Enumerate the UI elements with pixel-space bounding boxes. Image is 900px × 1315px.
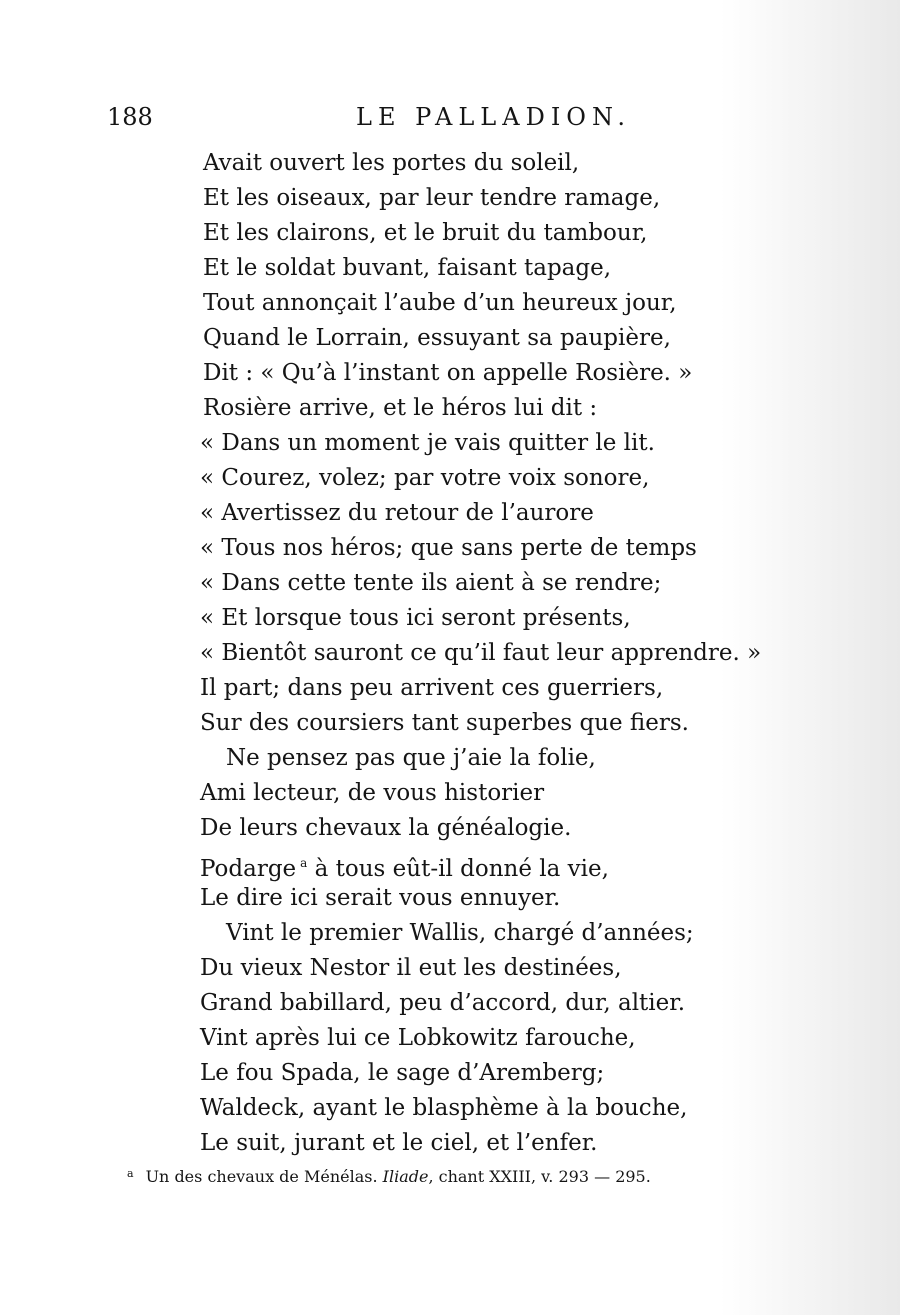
verse-line: « Dans un moment je vais quitter le lit. [200, 430, 655, 456]
verse-text: Podarge [200, 856, 297, 882]
verse-text: à tous eût-il donné la vie, [314, 856, 609, 882]
verse-line: Avait ouvert les portes du soleil, [203, 150, 580, 176]
verse-line: Vint le premier Wallis, chargé d’années; [226, 920, 694, 946]
verse-line: « Bientôt sauront ce qu’il faut leur apprendre. » [200, 640, 762, 666]
verse-line: Quand le Lorrain, essuyant sa paupière, [203, 325, 671, 351]
verse-line: Il part; dans peu arrivent ces guerriers, [200, 675, 664, 701]
verse-line: « Et lorsque tous ici seront présents, [200, 605, 631, 631]
page-number: 188 [107, 103, 153, 131]
verse-line: Le dire ici serait vous ennuyer. [200, 885, 561, 911]
running-title: LE PALLADION. [356, 103, 632, 131]
verse-line: « Avertissez du retour de l’aurore [200, 500, 594, 526]
verse-line: Grand babillard, peu d’accord, dur, altier. [200, 990, 686, 1016]
verse-line-podarge [200, 846, 609, 886]
verse-line: « Courez, volez; par votre voix sonore, [200, 465, 650, 491]
footnote-mark: a [127, 1167, 134, 1180]
verse-line: Ami lecteur, de vous historier [200, 780, 545, 806]
verse-line: Rosière arrive, et le héros lui dit : [203, 395, 598, 421]
verse-line: Du vieux Nestor il eut les destinées, [200, 955, 622, 981]
verse-line: Et le soldat buvant, faisant tapage, [203, 255, 612, 281]
verse-line: « Dans cette tente ils aient à se rendre; [200, 570, 662, 596]
verse-line: Et les clairons, et le bruit du tambour, [203, 220, 648, 246]
verse-line: Le suit, jurant et le ciel, et l’enfer. [200, 1130, 598, 1156]
footnote-citation: , chant XXIII, v. 293 — 295. [428, 1167, 651, 1186]
footnote [127, 1167, 651, 1186]
running-header [0, 103, 900, 137]
verse-line: Ne pensez pas que j’aie la folie, [226, 745, 596, 771]
footnote-text: Un des chevaux de Ménélas. [145, 1167, 378, 1186]
verse-line: Le fou Spada, le sage d’Aremberg; [200, 1060, 605, 1086]
verse-line: « Tous nos héros; que sans perte de temps [200, 535, 697, 561]
verse-line: Tout annonçait l’aube d’un heureux jour, [203, 290, 677, 316]
verse-line: Vint après lui ce Lobkowitz farouche, [200, 1025, 636, 1051]
verse-line: Dit : « Qu’à l’instant on appelle Rosière. » [203, 360, 693, 386]
verse-line: Et les oiseaux, par leur tendre ramage, [203, 185, 661, 211]
verse-line: Sur des coursiers tant superbes que fiers. [200, 710, 689, 736]
verse-line: Waldeck, ayant le blasphème à la bouche, [200, 1095, 688, 1121]
footnote-reference: a [300, 856, 308, 870]
footnote-work-title: Iliade [382, 1167, 429, 1186]
verse-line: De leurs chevaux la généalogie. [200, 815, 572, 841]
